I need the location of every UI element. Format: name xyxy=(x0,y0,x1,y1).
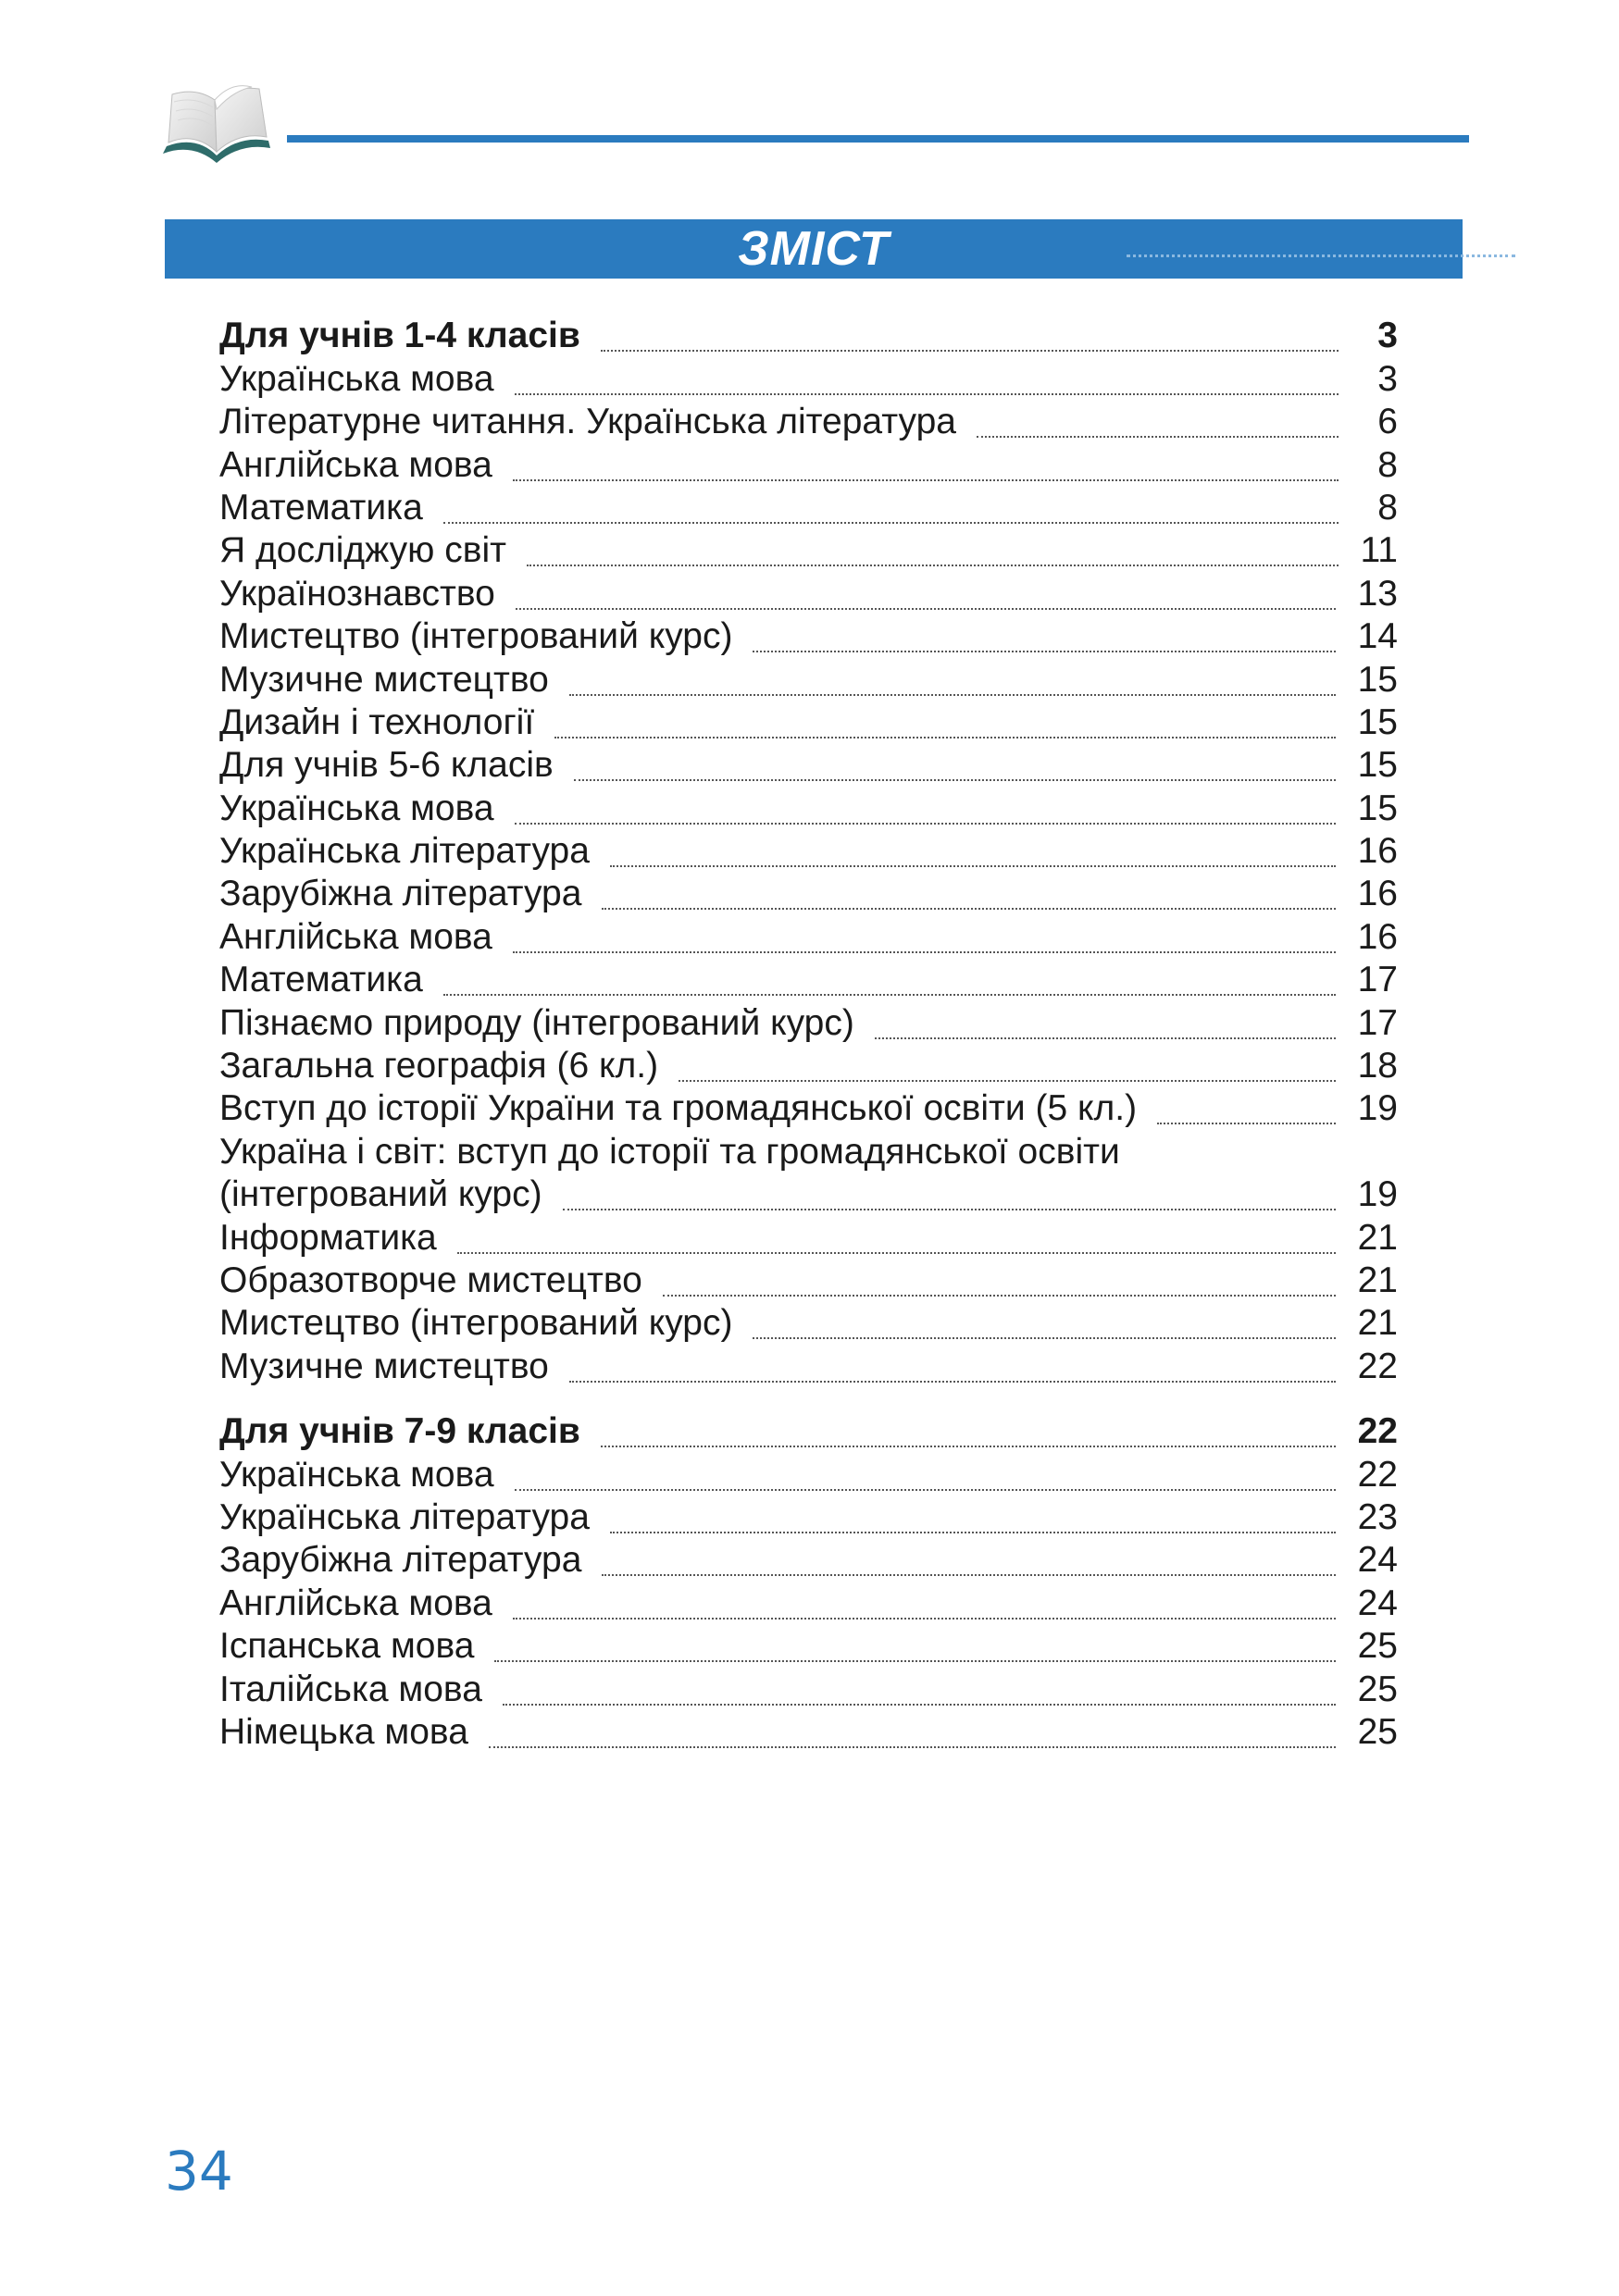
toc-entry-label: Українська література xyxy=(219,1496,590,1537)
toc-entry-page: 3 xyxy=(1377,358,1398,399)
toc-entry xyxy=(219,701,1398,744)
dot-leader xyxy=(494,1660,1335,1662)
toc-entry-page: 11 xyxy=(1360,530,1398,571)
dot-leader xyxy=(516,608,1336,610)
dot-leader xyxy=(753,1337,1335,1339)
table-of-contents xyxy=(219,315,1398,1754)
title-dotted-line xyxy=(1127,254,1515,257)
toc-entry-page: 25 xyxy=(1357,1711,1398,1752)
dot-leader xyxy=(875,1037,1336,1039)
toc-entry xyxy=(219,1539,1398,1582)
toc-entry-page: 13 xyxy=(1357,573,1398,614)
toc-entry-label: Інформатика xyxy=(219,1217,437,1258)
dot-leader xyxy=(569,1381,1336,1383)
toc-entry xyxy=(219,1260,1398,1302)
toc-entry-page: 19 xyxy=(1357,1088,1398,1129)
toc-entry-label: Дизайн і технології xyxy=(219,701,535,742)
toc-entry xyxy=(219,1087,1398,1130)
toc-entry-label: Літературне читання. Українська література xyxy=(219,402,956,442)
toc-entry-label: Я досліджую світ xyxy=(219,530,506,571)
toc-entry xyxy=(219,1216,1398,1259)
toc-entry-page: 17 xyxy=(1357,1002,1398,1043)
toc-entry-label: Італійська мова xyxy=(219,1669,482,1709)
toc-entry-page: 16 xyxy=(1357,831,1398,872)
dot-leader xyxy=(443,994,1336,996)
toc-entry xyxy=(219,1711,1398,1754)
toc-entry-label: Іспанська мова xyxy=(219,1626,475,1667)
toc-entry-label: Для учнів 1-4 класів xyxy=(219,316,580,356)
toc-entry-label: Зарубіжна література xyxy=(219,1540,582,1581)
dot-leader xyxy=(489,1746,1336,1748)
toc-entry xyxy=(219,1410,1398,1453)
toc-entry-label: Математика xyxy=(219,487,423,527)
dot-leader xyxy=(515,823,1336,825)
toc-entry-label: Зарубіжна література xyxy=(219,874,582,914)
toc-entry xyxy=(219,1582,1398,1624)
toc-entry-page: 8 xyxy=(1377,487,1398,527)
toc-entry-page: 8 xyxy=(1377,444,1398,485)
toc-entry-page: 25 xyxy=(1357,1626,1398,1667)
toc-entry xyxy=(219,915,1398,958)
toc-entry-label: Пізнаємо природу (інтегрований курс) xyxy=(219,1002,854,1043)
toc-entry-label: Українська мова xyxy=(219,788,494,828)
toc-entry-label: Українська мова xyxy=(219,358,494,399)
toc-entry xyxy=(219,572,1398,614)
toc-entry xyxy=(219,1345,1398,1387)
open-book-icon xyxy=(159,81,275,167)
toc-entry-page: 17 xyxy=(1357,960,1398,1000)
dot-leader xyxy=(1157,1123,1335,1124)
toc-entry xyxy=(219,357,1398,400)
toc-entry xyxy=(219,1302,1398,1345)
toc-entry-label: Вступ до історії України та громадянської освіти (5 кл.) xyxy=(219,1088,1138,1129)
dot-leader xyxy=(513,1618,1336,1620)
dot-leader xyxy=(601,350,1339,352)
toc-entry-page: 21 xyxy=(1357,1303,1398,1344)
toc-entry-label: Загальна географія (6 кл.) xyxy=(219,1046,659,1086)
dot-leader xyxy=(527,565,1339,566)
dot-leader xyxy=(602,1574,1335,1576)
toc-entry-label: Музичне мистецтво xyxy=(219,659,549,700)
toc-entry-label: Німецька мова xyxy=(219,1711,468,1752)
toc-entry-label: Англійська мова xyxy=(219,1582,492,1623)
toc-entry-label: Мистецтво (інтегрований курс) xyxy=(219,616,733,657)
toc-entry xyxy=(219,615,1398,658)
toc-entry xyxy=(219,401,1398,443)
dot-leader xyxy=(443,522,1339,524)
toc-entry-label: Математика xyxy=(219,960,423,1000)
toc-entry xyxy=(219,487,1398,529)
toc-entry-page: 22 xyxy=(1357,1411,1398,1452)
dot-leader xyxy=(977,436,1339,438)
dot-leader xyxy=(679,1080,1336,1082)
dot-leader xyxy=(515,1489,1336,1491)
dot-leader xyxy=(554,737,1335,738)
toc-entry-page: 18 xyxy=(1357,1046,1398,1086)
toc-entry-page: 14 xyxy=(1357,616,1398,657)
toc-entry-label: Українська література xyxy=(219,831,590,872)
toc-entry xyxy=(219,873,1398,915)
toc-entry-label: Образотворче мистецтво xyxy=(219,1260,642,1300)
title-banner xyxy=(165,219,1463,279)
dot-leader xyxy=(569,694,1336,696)
toc-entry xyxy=(219,658,1398,701)
toc-entry-page: 24 xyxy=(1357,1582,1398,1623)
toc-entry-page: 24 xyxy=(1357,1540,1398,1581)
toc-entry-page: 15 xyxy=(1357,659,1398,700)
dot-leader xyxy=(515,393,1339,395)
toc-entry-label: Мистецтво (інтегрований курс) xyxy=(219,1303,733,1344)
toc-entry xyxy=(219,1045,1398,1087)
toc-entry xyxy=(219,1625,1398,1668)
toc-entry-page: 15 xyxy=(1357,701,1398,742)
toc-entry-label: Українознавство xyxy=(219,573,495,614)
toc-entry-page: 19 xyxy=(1357,1174,1398,1215)
toc-entry-page: 21 xyxy=(1357,1217,1398,1258)
toc-entry-page: 16 xyxy=(1357,916,1398,957)
toc-entry xyxy=(219,1668,1398,1710)
toc-entry xyxy=(219,1130,1398,1173)
toc-entry-page: 15 xyxy=(1357,745,1398,786)
toc-entry-page: 22 xyxy=(1357,1346,1398,1386)
toc-entry-page: 25 xyxy=(1357,1669,1398,1709)
toc-entry xyxy=(219,529,1398,572)
toc-entry-label: Музичне мистецтво xyxy=(219,1346,549,1386)
dot-leader xyxy=(503,1704,1336,1706)
toc-entry xyxy=(219,787,1398,829)
toc-entry-page: 6 xyxy=(1377,402,1398,442)
toc-entry-page: 23 xyxy=(1357,1496,1398,1537)
toc-entry-label: (інтегрований курс) xyxy=(219,1174,542,1215)
toc-entry xyxy=(219,1001,1398,1044)
toc-entry-label: Англійська мова xyxy=(219,444,492,485)
toc-entry xyxy=(219,959,1398,1001)
page-title: ЗМІСТ xyxy=(738,222,890,276)
dot-leader xyxy=(513,479,1339,481)
toc-entry xyxy=(219,315,1398,357)
header-rule xyxy=(287,135,1469,143)
toc-entry xyxy=(219,744,1398,787)
dot-leader xyxy=(602,908,1335,910)
toc-entry-label: Україна і світ: вступ до історії та громадянської освіти xyxy=(219,1131,1120,1172)
toc-entry xyxy=(219,1173,1398,1216)
page-number: 34 xyxy=(165,2140,233,2203)
dot-leader xyxy=(610,865,1336,867)
toc-entry-label: Українська мова xyxy=(219,1454,494,1495)
toc-entry-label: Англійська мова xyxy=(219,916,492,957)
dot-leader xyxy=(574,779,1336,781)
toc-entry-label: Для учнів 5-6 класів xyxy=(219,745,554,786)
dot-leader xyxy=(513,951,1336,953)
toc-entry-page: 3 xyxy=(1377,316,1398,356)
toc-entry-page: 22 xyxy=(1357,1454,1398,1495)
toc-entry-page: 15 xyxy=(1357,788,1398,828)
dot-leader xyxy=(610,1532,1336,1533)
toc-entry xyxy=(219,1453,1398,1496)
dot-leader xyxy=(753,651,1335,652)
dot-leader xyxy=(563,1209,1336,1210)
toc-entry xyxy=(219,443,1398,486)
dot-leader xyxy=(601,1446,1336,1447)
toc-entry-page: 21 xyxy=(1357,1260,1398,1300)
toc-entry-label: Для учнів 7-9 класів xyxy=(219,1411,580,1452)
toc-entry-page: 16 xyxy=(1357,874,1398,914)
dot-leader xyxy=(457,1252,1336,1254)
dot-leader xyxy=(663,1295,1336,1297)
toc-entry xyxy=(219,830,1398,873)
toc-entry xyxy=(219,1496,1398,1539)
